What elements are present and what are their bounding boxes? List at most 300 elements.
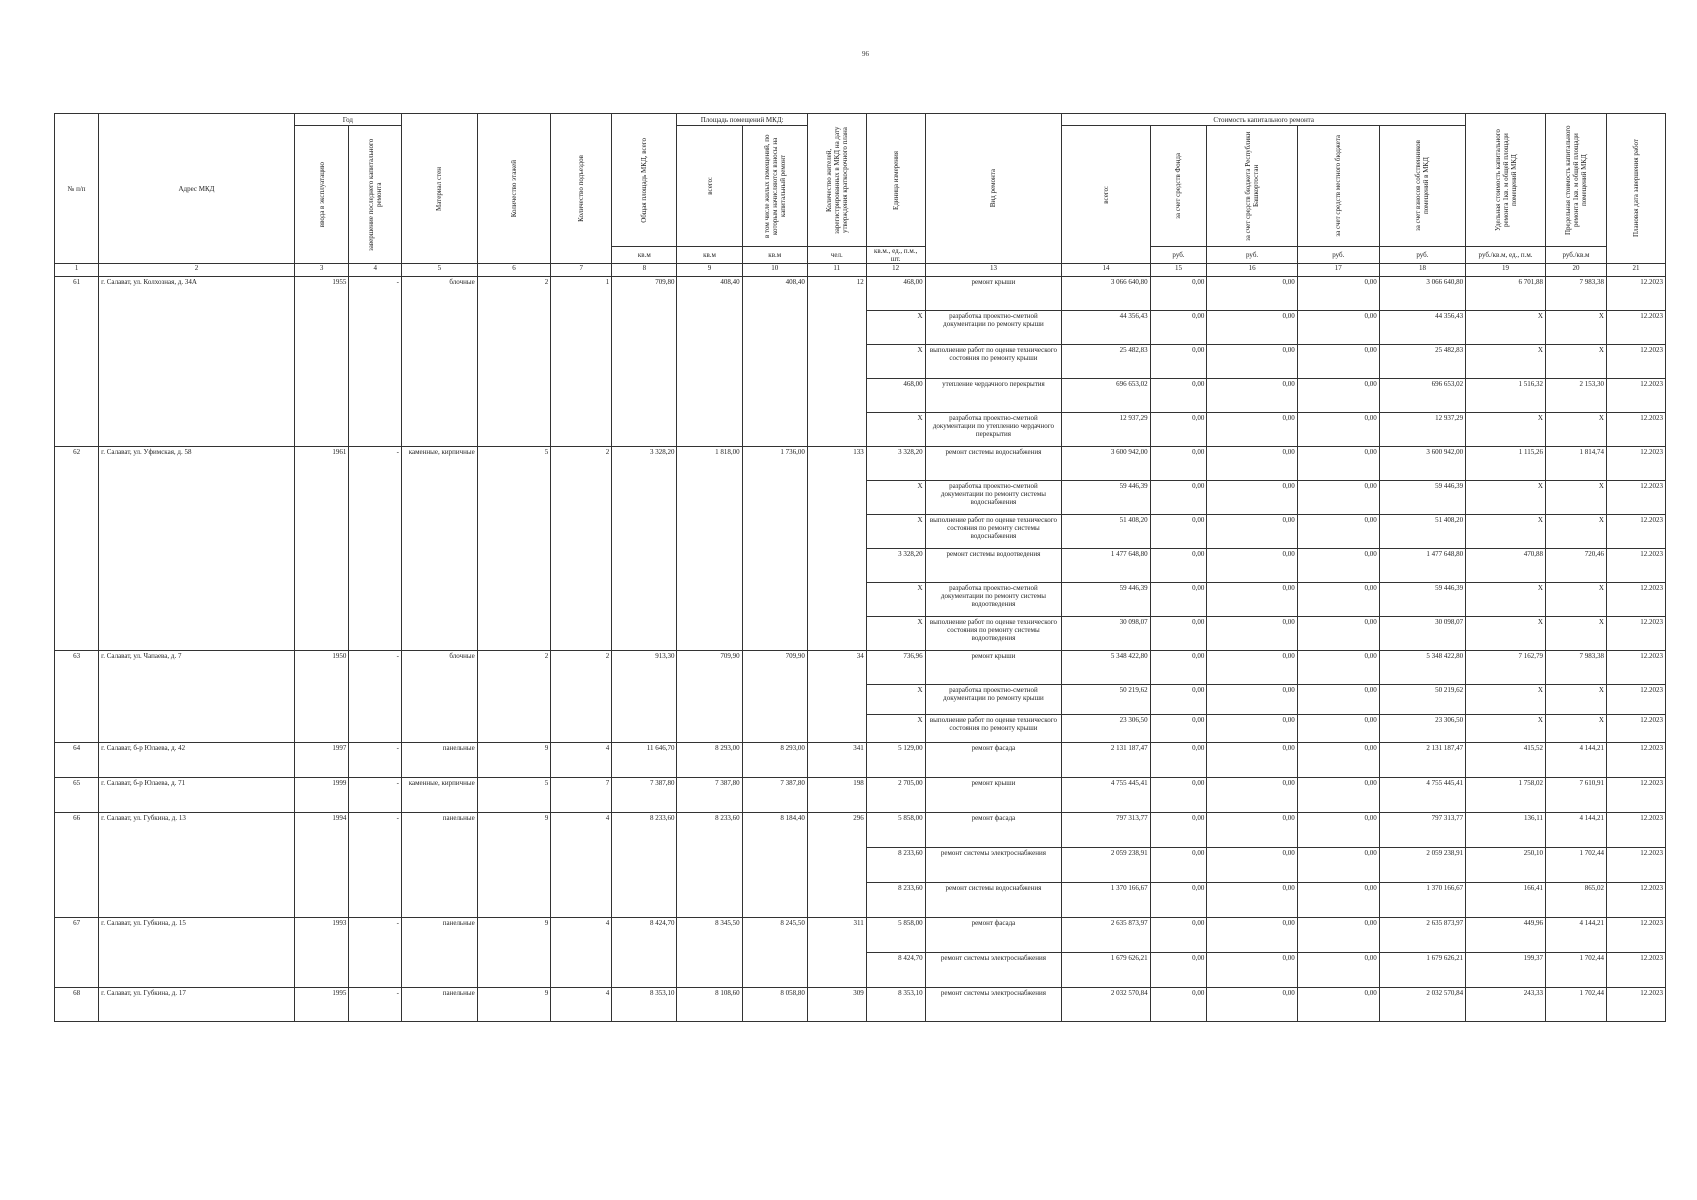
max-cost: 7 983,38 [1545, 277, 1606, 311]
cost-republic: 0,00 [1207, 515, 1297, 549]
max-cost: 7 610,91 [1545, 778, 1606, 813]
repair-type: разработка проектно-сметной документации по ремонту системы водоотведения [925, 583, 1062, 617]
cost-total: 3 066 640,80 [1062, 277, 1150, 311]
header-entrances: Количество подъездов [577, 155, 586, 222]
unit-cost: 1 115,26 [1466, 447, 1546, 481]
planned-date: 12.2023 [1606, 447, 1665, 481]
table-row [55, 651, 1666, 685]
cost-owners: 2 131 187,47 [1379, 743, 1465, 778]
work-unit: 8 233,60 [866, 883, 925, 918]
cost-total: 59 446,39 [1062, 481, 1150, 515]
cost-owners: 4 755 445,41 [1379, 778, 1465, 813]
cost-local: 0,00 [1297, 311, 1379, 345]
planned-date: 12.2023 [1606, 813, 1665, 848]
wall-material: панельные [401, 988, 477, 1022]
residents-count: 12 [807, 277, 866, 447]
area-total: 8 108,60 [677, 988, 742, 1022]
year-commission: 1961 [294, 447, 349, 651]
entrances-count: 4 [551, 918, 612, 988]
cost-total: 5 348 422,80 [1062, 651, 1150, 685]
residents-count: 309 [807, 988, 866, 1022]
residents-count: 198 [807, 778, 866, 813]
header-cost-republic: за счет средств бюджета Республики Башкортостан [1244, 131, 1261, 241]
year-commission: 1950 [294, 651, 349, 743]
header-address: Адрес МКД [99, 114, 295, 264]
year-commission: 1997 [294, 743, 349, 778]
table-row [55, 988, 1666, 1022]
year-last-repair: - [349, 988, 402, 1022]
planned-date: 12.2023 [1606, 743, 1665, 778]
work-unit: 468,00 [866, 277, 925, 311]
year-last-repair: - [349, 277, 402, 447]
building-number: 64 [55, 743, 99, 778]
work-unit: 8 424,70 [866, 953, 925, 988]
column-number: 1 [55, 264, 99, 277]
area-total: 8 293,00 [677, 743, 742, 778]
max-cost: 720,46 [1545, 549, 1606, 583]
cost-local: 0,00 [1297, 813, 1379, 848]
planned-date: 12.2023 [1606, 515, 1665, 549]
header-wall-material: Материал стен [435, 166, 444, 211]
cost-total: 1 679 626,21 [1062, 953, 1150, 988]
planned-date: 12.2023 [1606, 715, 1665, 743]
repair-type: выполнение работ по оценке технического состояния по ремонту крыши [925, 345, 1062, 379]
cost-local: 0,00 [1297, 685, 1379, 715]
cost-fund: 0,00 [1150, 813, 1207, 848]
max-cost: 1 702,44 [1545, 988, 1606, 1022]
cost-republic: 0,00 [1207, 848, 1297, 883]
page-number: 96 [862, 50, 869, 58]
column-number: 17 [1297, 264, 1379, 277]
repair-type: ремонт системы электроснабжения [925, 953, 1062, 988]
unit-cost: 243,33 [1466, 988, 1546, 1022]
residents-count: 296 [807, 813, 866, 918]
unit-cost: X [1466, 481, 1546, 515]
cost-fund: 0,00 [1150, 481, 1207, 515]
cost-fund: 0,00 [1150, 988, 1207, 1022]
year-commission: 1999 [294, 778, 349, 813]
unit-cost: X [1466, 345, 1546, 379]
max-cost: 1 702,44 [1545, 848, 1606, 883]
header-unit: Единица измерения [891, 150, 900, 210]
cost-local: 0,00 [1297, 988, 1379, 1022]
total-area: 3 328,20 [612, 447, 677, 651]
cost-republic: 0,00 [1207, 715, 1297, 743]
year-commission: 1994 [294, 813, 349, 918]
max-cost: 865,02 [1545, 883, 1606, 918]
area-paying: 8 293,00 [742, 743, 807, 778]
cost-republic: 0,00 [1207, 617, 1297, 651]
table-row [55, 277, 1666, 311]
header-area-paying: в том числе жилых помещений, по которым начисляются взносы на капитальный ремонт [762, 134, 787, 238]
unit-cell: руб. [1297, 247, 1379, 264]
cost-republic: 0,00 [1207, 277, 1297, 311]
cost-total: 4 755 445,41 [1062, 778, 1150, 813]
building-number: 62 [55, 447, 99, 651]
cost-total: 3 600 942,00 [1062, 447, 1150, 481]
unit-cell: кв.м [677, 247, 742, 264]
cost-total: 2 635 873,97 [1062, 918, 1150, 953]
area-total: 1 818,00 [677, 447, 742, 651]
floors-count: 2 [477, 651, 551, 743]
unit-cost: X [1466, 311, 1546, 345]
cost-fund: 0,00 [1150, 715, 1207, 743]
cost-owners: 44 356,43 [1379, 311, 1465, 345]
cost-local: 0,00 [1297, 447, 1379, 481]
column-number: 10 [742, 264, 807, 277]
cost-republic: 0,00 [1207, 481, 1297, 515]
header-planned-date: Плановая дата завершения работ [1631, 139, 1640, 238]
cost-local: 0,00 [1297, 953, 1379, 988]
cost-owners: 3 066 640,80 [1379, 277, 1465, 311]
cost-owners: 696 653,02 [1379, 379, 1465, 413]
area-paying: 1 736,00 [742, 447, 807, 651]
repair-type: ремонт системы водоотведения [925, 549, 1062, 583]
cost-total: 797 313,77 [1062, 813, 1150, 848]
header-total-area: Общая площадь МКД, всего [640, 137, 649, 223]
max-cost: X [1545, 345, 1606, 379]
floors-count: 9 [477, 743, 551, 778]
planned-date: 12.2023 [1606, 953, 1665, 988]
cost-local: 0,00 [1297, 651, 1379, 685]
planned-date: 12.2023 [1606, 345, 1665, 379]
cost-total: 30 098,07 [1062, 617, 1150, 651]
entrances-count: 2 [551, 447, 612, 651]
repair-type: ремонт фасада [925, 918, 1062, 953]
floors-count: 5 [477, 447, 551, 651]
cost-owners: 25 482,83 [1379, 345, 1465, 379]
work-unit: X [866, 311, 925, 345]
repair-type: утепление чердачного перекрытия [925, 379, 1062, 413]
unit-cost: X [1466, 685, 1546, 715]
cost-total: 59 446,39 [1062, 583, 1150, 617]
cost-fund: 0,00 [1150, 515, 1207, 549]
cost-total: 44 356,43 [1062, 311, 1150, 345]
capital-repair-table-sheet [54, 113, 1666, 1022]
cost-owners: 1 370 166,67 [1379, 883, 1465, 918]
cost-total: 1 477 648,80 [1062, 549, 1150, 583]
building-address: г. Салават, ул. Чапаева, д. 7 [99, 651, 295, 743]
entrances-count: 7 [551, 778, 612, 813]
planned-date: 12.2023 [1606, 685, 1665, 715]
unit-cost: 199,37 [1466, 953, 1546, 988]
cost-republic: 0,00 [1207, 778, 1297, 813]
column-number: 2 [99, 264, 295, 277]
cost-republic: 0,00 [1207, 883, 1297, 918]
cost-owners: 50 219,62 [1379, 685, 1465, 715]
cost-owners: 51 408,20 [1379, 515, 1465, 549]
entrances-count: 1 [551, 277, 612, 447]
residents-count: 311 [807, 918, 866, 988]
wall-material: панельные [401, 813, 477, 918]
year-commission: 1995 [294, 988, 349, 1022]
cost-republic: 0,00 [1207, 379, 1297, 413]
planned-date: 12.2023 [1606, 583, 1665, 617]
total-area: 913,30 [612, 651, 677, 743]
wall-material: блочные [401, 277, 477, 447]
repair-type: ремонт фасада [925, 813, 1062, 848]
max-cost: X [1545, 685, 1606, 715]
cost-local: 0,00 [1297, 918, 1379, 953]
work-unit: 468,00 [866, 379, 925, 413]
total-area: 11 646,70 [612, 743, 677, 778]
table-row [55, 778, 1666, 813]
cost-local: 0,00 [1297, 413, 1379, 447]
area-total: 8 345,50 [677, 918, 742, 988]
planned-date: 12.2023 [1606, 778, 1665, 813]
year-commission: 1993 [294, 918, 349, 988]
floors-count: 9 [477, 813, 551, 918]
header-cost-group: Стоимость капитального ремонта [1062, 114, 1466, 126]
work-unit: 3 328,20 [866, 549, 925, 583]
cost-owners: 12 937,29 [1379, 413, 1465, 447]
cost-republic: 0,00 [1207, 447, 1297, 481]
cost-republic: 0,00 [1207, 743, 1297, 778]
header-area-group: Площадь помещений МКД: [677, 114, 807, 126]
area-paying: 8 058,80 [742, 988, 807, 1022]
header-no: № п/п [55, 114, 99, 264]
year-last-repair: - [349, 447, 402, 651]
column-number: 7 [551, 264, 612, 277]
header-unit-cost: Удельная стоимость капитального ремонта 1кв. м общей площади помещений МКД [1493, 129, 1518, 231]
max-cost: 4 144,21 [1545, 743, 1606, 778]
work-unit: 3 328,20 [866, 447, 925, 481]
header-cost-local: за счет средств местного бюджета [1334, 135, 1343, 237]
cost-fund: 0,00 [1150, 311, 1207, 345]
unit-cost: 449,96 [1466, 918, 1546, 953]
work-unit: X [866, 413, 925, 447]
work-unit: 2 705,00 [866, 778, 925, 813]
column-number: 6 [477, 264, 551, 277]
max-cost: 4 144,21 [1545, 918, 1606, 953]
cost-owners: 23 306,50 [1379, 715, 1465, 743]
cost-republic: 0,00 [1207, 345, 1297, 379]
max-cost: X [1545, 715, 1606, 743]
max-cost: X [1545, 583, 1606, 617]
cost-republic: 0,00 [1207, 988, 1297, 1022]
unit-cost: X [1466, 413, 1546, 447]
column-number: 21 [1606, 264, 1665, 277]
unit-cell: руб. [1379, 247, 1465, 264]
cost-local: 0,00 [1297, 743, 1379, 778]
unit-cost: X [1466, 583, 1546, 617]
work-unit: X [866, 481, 925, 515]
max-cost: X [1545, 617, 1606, 651]
cost-local: 0,00 [1297, 883, 1379, 918]
column-number: 14 [1062, 264, 1150, 277]
building-address: г. Салават, б-р Юлаева, д. 71 [99, 778, 295, 813]
cost-fund: 0,00 [1150, 848, 1207, 883]
column-number: 5 [401, 264, 477, 277]
floors-count: 9 [477, 918, 551, 988]
planned-date: 12.2023 [1606, 549, 1665, 583]
year-last-repair: - [349, 778, 402, 813]
unit-cost: X [1466, 715, 1546, 743]
unit-cost: 136,11 [1466, 813, 1546, 848]
unit-cost: 7 162,79 [1466, 651, 1546, 685]
building-number: 68 [55, 988, 99, 1022]
column-number: 12 [866, 264, 925, 277]
table-row [55, 813, 1666, 848]
work-unit: X [866, 715, 925, 743]
header-year-last-repair: завершение последнего капитального ремонта [367, 138, 384, 251]
floors-count: 2 [477, 277, 551, 447]
header-year-commission: ввода в эксплуатацию [317, 161, 326, 228]
cost-owners: 2 059 238,91 [1379, 848, 1465, 883]
work-unit: 5 858,00 [866, 813, 925, 848]
cost-total: 12 937,29 [1062, 413, 1150, 447]
column-number: 3 [294, 264, 349, 277]
cost-republic: 0,00 [1207, 953, 1297, 988]
cost-owners: 59 446,39 [1379, 481, 1465, 515]
cost-local: 0,00 [1297, 583, 1379, 617]
column-number: 20 [1545, 264, 1606, 277]
year-last-repair: - [349, 743, 402, 778]
cost-republic: 0,00 [1207, 549, 1297, 583]
building-number: 61 [55, 277, 99, 447]
building-address: г. Салават, ул. Губкина, д. 13 [99, 813, 295, 918]
entrances-count: 4 [551, 813, 612, 918]
unit-cost: 166,41 [1466, 883, 1546, 918]
cost-local: 0,00 [1297, 515, 1379, 549]
max-cost: 2 153,30 [1545, 379, 1606, 413]
unit-cost: 470,88 [1466, 549, 1546, 583]
work-unit: 736,96 [866, 651, 925, 685]
column-numbers-row [55, 264, 1666, 277]
work-unit: X [866, 583, 925, 617]
cost-fund: 0,00 [1150, 883, 1207, 918]
wall-material: панельные [401, 918, 477, 988]
unit-cost: 6 701,88 [1466, 277, 1546, 311]
max-cost: 4 144,21 [1545, 813, 1606, 848]
area-paying: 709,90 [742, 651, 807, 743]
cost-total: 2 032 570,84 [1062, 988, 1150, 1022]
table-row [55, 447, 1666, 481]
table-body [55, 277, 1666, 1022]
max-cost: X [1545, 413, 1606, 447]
cost-owners: 5 348 422,80 [1379, 651, 1465, 685]
building-number: 63 [55, 651, 99, 743]
area-paying: 408,40 [742, 277, 807, 447]
planned-date: 12.2023 [1606, 481, 1665, 515]
header-max-cost: Предельная стоимость капитального ремонта 1кв. м общей площади помещений МКД [1563, 125, 1588, 235]
unit-cost: X [1466, 515, 1546, 549]
repair-type: разработка проектно-сметной документации по ремонту крыши [925, 311, 1062, 345]
column-number: 19 [1466, 264, 1546, 277]
cost-total: 696 653,02 [1062, 379, 1150, 413]
header-cost-owners: за счет взносов собственников помещений в МКД [1414, 140, 1431, 232]
wall-material: панельные [401, 743, 477, 778]
cost-fund: 0,00 [1150, 743, 1207, 778]
work-unit: X [866, 617, 925, 651]
cost-fund: 0,00 [1150, 918, 1207, 953]
total-area: 8 424,70 [612, 918, 677, 988]
work-unit: X [866, 685, 925, 715]
wall-material: каменные, кирпичные [401, 447, 477, 651]
year-last-repair: - [349, 651, 402, 743]
repair-type: разработка проектно-сметной документации по ремонту системы водоснабжения [925, 481, 1062, 515]
area-paying: 7 387,80 [742, 778, 807, 813]
wall-material: каменные, кирпичные [401, 778, 477, 813]
cost-owners: 1 679 626,21 [1379, 953, 1465, 988]
unit-cost: 250,10 [1466, 848, 1546, 883]
repair-type: разработка проектно-сметной документации по ремонту крыши [925, 685, 1062, 715]
cost-republic: 0,00 [1207, 918, 1297, 953]
column-number: 8 [612, 264, 677, 277]
cost-fund: 0,00 [1150, 583, 1207, 617]
floors-count: 9 [477, 988, 551, 1022]
cost-republic: 0,00 [1207, 311, 1297, 345]
area-total: 408,40 [677, 277, 742, 447]
unit-cell: кв.м [742, 247, 807, 264]
cost-republic: 0,00 [1207, 583, 1297, 617]
cost-owners: 3 600 942,00 [1379, 447, 1465, 481]
wall-material: блочные [401, 651, 477, 743]
cost-fund: 0,00 [1150, 379, 1207, 413]
year-commission: 1955 [294, 277, 349, 447]
column-number: 11 [807, 264, 866, 277]
planned-date: 12.2023 [1606, 918, 1665, 953]
building-address: г. Салават, ул. Губкина, д. 15 [99, 918, 295, 988]
column-number: 16 [1207, 264, 1297, 277]
building-address: г. Салават, ул. Колхозная, д. 34А [99, 277, 295, 447]
header-floors: Количество этажей [509, 159, 518, 218]
cost-total: 50 219,62 [1062, 685, 1150, 715]
repair-type: ремонт системы электроснабжения [925, 988, 1062, 1022]
header-repair-type: Вид ремонта [989, 169, 998, 208]
area-total: 7 387,80 [677, 778, 742, 813]
table-header [55, 114, 1666, 277]
cost-owners: 1 477 648,80 [1379, 549, 1465, 583]
cost-fund: 0,00 [1150, 277, 1207, 311]
planned-date: 12.2023 [1606, 617, 1665, 651]
cost-fund: 0,00 [1150, 685, 1207, 715]
building-address: г. Салават, ул. Губкина, д. 17 [99, 988, 295, 1022]
cost-total: 2 131 187,47 [1062, 743, 1150, 778]
entrances-count: 4 [551, 988, 612, 1022]
planned-date: 12.2023 [1606, 651, 1665, 685]
column-number: 9 [677, 264, 742, 277]
repair-type: выполнение работ по оценке технического состояния по ремонту системы водоотведения [925, 617, 1062, 651]
header-year-group: Год [294, 114, 401, 126]
cost-republic: 0,00 [1207, 413, 1297, 447]
planned-date: 12.2023 [1606, 311, 1665, 345]
cost-fund: 0,00 [1150, 345, 1207, 379]
planned-date: 12.2023 [1606, 379, 1665, 413]
cost-fund: 0,00 [1150, 617, 1207, 651]
planned-date: 12.2023 [1606, 883, 1665, 918]
header-residents: Количество жителей, зарегистрированных в МКД на дату утверждения краткосрочного плана [824, 126, 849, 234]
total-area: 709,80 [612, 277, 677, 447]
residents-count: 133 [807, 447, 866, 651]
unit-cell: руб. [1207, 247, 1297, 264]
column-number: 13 [925, 264, 1062, 277]
cost-local: 0,00 [1297, 345, 1379, 379]
unit-cell: кв.м., ед., п.м., шт. [866, 247, 925, 264]
area-paying: 8 184,40 [742, 813, 807, 918]
unit-cell: руб./кв.м [1545, 247, 1606, 264]
cost-local: 0,00 [1297, 379, 1379, 413]
header-cost-total: всего: [1101, 185, 1110, 204]
cost-local: 0,00 [1297, 778, 1379, 813]
column-number: 15 [1150, 264, 1207, 277]
max-cost: 1 702,44 [1545, 953, 1606, 988]
entrances-count: 2 [551, 651, 612, 743]
repair-type: ремонт системы водоснабжения [925, 883, 1062, 918]
max-cost: X [1545, 311, 1606, 345]
table-row [55, 918, 1666, 953]
max-cost: 7 983,38 [1545, 651, 1606, 685]
